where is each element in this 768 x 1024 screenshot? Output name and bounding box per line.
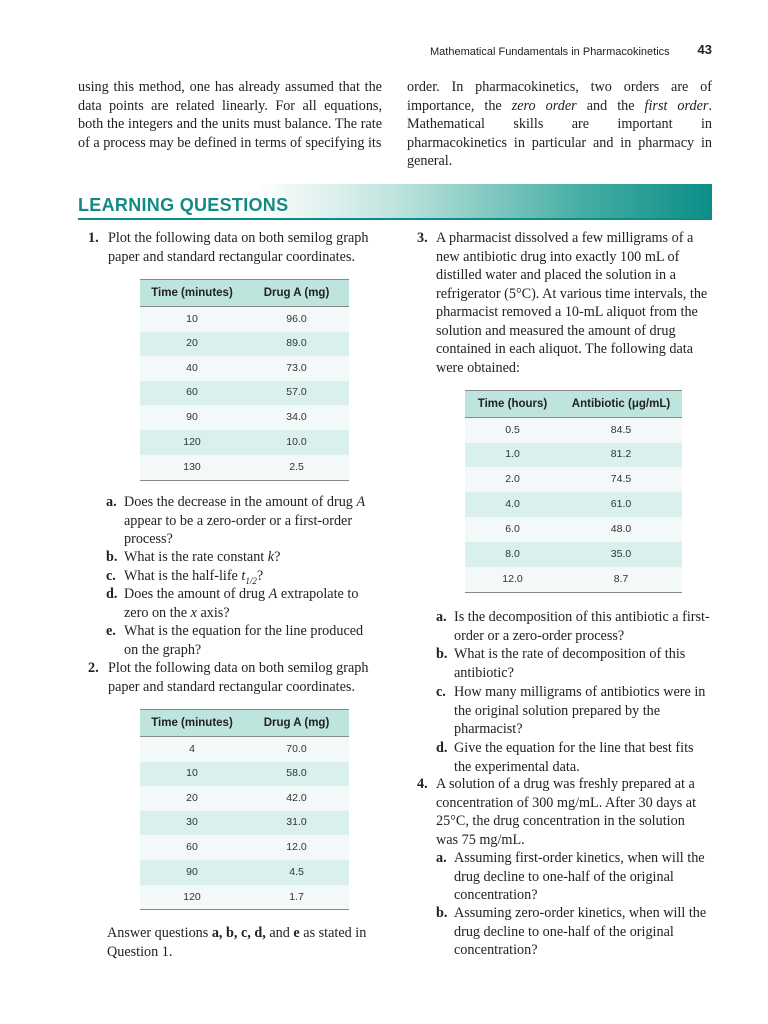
table-row (140, 455, 349, 481)
table-row (465, 517, 682, 542)
section-rule (78, 218, 712, 220)
question-3c-text: How many milligrams of antibiotics were in the original solution prepared by the pharmacist? (454, 684, 706, 737)
table-row (465, 467, 682, 492)
table-row (140, 786, 349, 811)
table-row (465, 492, 682, 517)
table-cell: 12.0 (244, 835, 349, 860)
question-1c-text: What is the half-life $t_{1/2}$? (124, 568, 264, 586)
table-cell: 35.0 (560, 542, 682, 567)
table-cell: 0.5 (465, 418, 560, 443)
table-row (140, 737, 349, 762)
emphasis-first-order: first order (644, 97, 709, 114)
column-header: Time (minutes) (140, 710, 244, 737)
table-cell: 90 (140, 860, 244, 885)
table-cell: 4 (140, 737, 244, 762)
table-row (465, 567, 682, 593)
table-row (140, 356, 349, 381)
question-2-answer-note: Answer questions a, b, c, d, and e as stated in Question 1. (107, 925, 367, 960)
table-cell: 84.5 (560, 418, 682, 443)
table-row (465, 542, 682, 567)
column-header: Drug A (mg) (244, 710, 349, 737)
data-table-q3 (465, 390, 682, 593)
question-number: 3. (417, 230, 428, 246)
data-table-q2 (140, 709, 349, 910)
question-number: 4. (417, 776, 428, 792)
table-cell: 4.5 (244, 860, 349, 885)
table-cell: 30 (140, 811, 244, 835)
table-cell: 90 (140, 405, 244, 430)
table-cell: 42.0 (244, 786, 349, 811)
running-title: Mathematical Fundamentals in Pharmacokinetics (430, 46, 670, 58)
column-header: Antibiotic (μg/mL) (560, 391, 682, 418)
table-cell: 34.0 (244, 405, 349, 430)
table-row (140, 381, 349, 405)
section-banner (78, 184, 712, 220)
question-number: 2. (88, 660, 99, 676)
table-row (140, 811, 349, 835)
table-cell: 1.0 (465, 443, 560, 467)
table-cell: 81.2 (560, 443, 682, 467)
table-cell: 10.0 (244, 430, 349, 455)
question-1b-text: What is the rate constant k? (124, 549, 281, 565)
question-1a-text: Does the decrease in the amount of drug A appear to be a zero-order or a first-order process? (124, 494, 366, 547)
emphasis-zero-order: zero order (511, 97, 577, 114)
table-cell: 40 (140, 356, 244, 381)
table-cell: 60 (140, 835, 244, 860)
data-table-q1 (140, 279, 349, 481)
question-3d-text: Give the equation for the line that best fits the experimental data. (454, 740, 694, 775)
table-cell: 74.5 (560, 467, 682, 492)
table-row (140, 307, 349, 332)
table-cell: 73.0 (244, 356, 349, 381)
table-cell: 4.0 (465, 492, 560, 517)
table-cell: 8.7 (560, 567, 682, 593)
table-cell: 120 (140, 885, 244, 910)
question-3a-text: Is the decomposition of this antibiotic a first-order or a zero-order process? (454, 609, 710, 644)
question-text: Plot the following data on both semilog graph paper and standard rectangular coordinates. (108, 660, 369, 695)
table-cell: 96.0 (244, 307, 349, 332)
question-1d-text: Does the amount of drug A extrapolate to zero on the x axis? (124, 586, 359, 621)
table-cell: 2.5 (244, 455, 349, 481)
question-text: A pharmacist dissolved a few milligrams of a new antibiotic drug into exactly 100 mL of distilled water and placed the solution in a refrigerator (5°C). At various time intervals, the pharmacist removed a 10-mL aliquot from the solution and measured the amount of drug contained in each aliquot. The following data were obtained: (436, 230, 708, 376)
table-cell: 20 (140, 786, 244, 811)
page-number: 43 (697, 42, 712, 57)
question-3b-text: What is the rate of decomposition of this antibiotic? (454, 646, 686, 681)
table-row (140, 405, 349, 430)
table-cell: 58.0 (244, 762, 349, 786)
table-row (140, 835, 349, 860)
question-1e-text: What is the equation for the line produced on the graph? (124, 623, 364, 658)
table-cell: 48.0 (560, 517, 682, 542)
section-title: LEARNING QUESTIONS (78, 195, 289, 215)
column-header: Time (hours) (465, 391, 560, 418)
table-row (140, 885, 349, 910)
table-cell: 70.0 (244, 737, 349, 762)
table-cell: 6.0 (465, 517, 560, 542)
question-text: Plot the following data on both semilog graph paper and standard rectangular coordinates. (108, 230, 369, 265)
table-cell: 120 (140, 430, 244, 455)
table-row (140, 430, 349, 455)
question-text: A solution of a drug was freshly prepared at a concentration of 300 mg/mL. After 30 days at 25°C, the drug concentration in the solution was 75 mg/mL. (436, 776, 697, 848)
table-cell: 10 (140, 307, 244, 332)
question-4b-text: Assuming zero-order kinetics, when will the drug decline to one-half of the original concentration? (454, 905, 707, 958)
table-cell: 12.0 (465, 567, 560, 593)
table-cell: 10 (140, 762, 244, 786)
table-row (465, 418, 682, 443)
intro-paragraph-left: using this method, one has already assumed that the data points are related linearly. For all equations, both the integers and the units must balance. The rate of a process may be defined in terms of specifying its (78, 79, 382, 151)
table-row (140, 332, 349, 356)
intro-paragraph-right: order. In pharmacokinetics, two orders are of importance, the zero order and the first order. Mathematical skills are important in pharmacokinetics in particular and in pharmacy in general. (407, 79, 712, 169)
table-row (465, 443, 682, 467)
table-cell: 60 (140, 381, 244, 405)
table-row (140, 762, 349, 786)
table-cell: 130 (140, 455, 244, 481)
column-header: Drug A (mg) (244, 280, 349, 307)
table-cell: 61.0 (560, 492, 682, 517)
table-cell: 89.0 (244, 332, 349, 356)
running-header (430, 40, 712, 58)
table-cell: 20 (140, 332, 244, 356)
column-header: Time (minutes) (140, 280, 244, 307)
table-cell: 1.7 (244, 885, 349, 910)
question-number: 1. (88, 230, 99, 246)
table-cell: 8.0 (465, 542, 560, 567)
table-cell: 31.0 (244, 811, 349, 835)
table-cell: 2.0 (465, 467, 560, 492)
question-4a-text: Assuming first-order kinetics, when will the drug decline to one-half of the original concentration? (454, 850, 705, 903)
table-row (140, 860, 349, 885)
table-cell: 57.0 (244, 381, 349, 405)
